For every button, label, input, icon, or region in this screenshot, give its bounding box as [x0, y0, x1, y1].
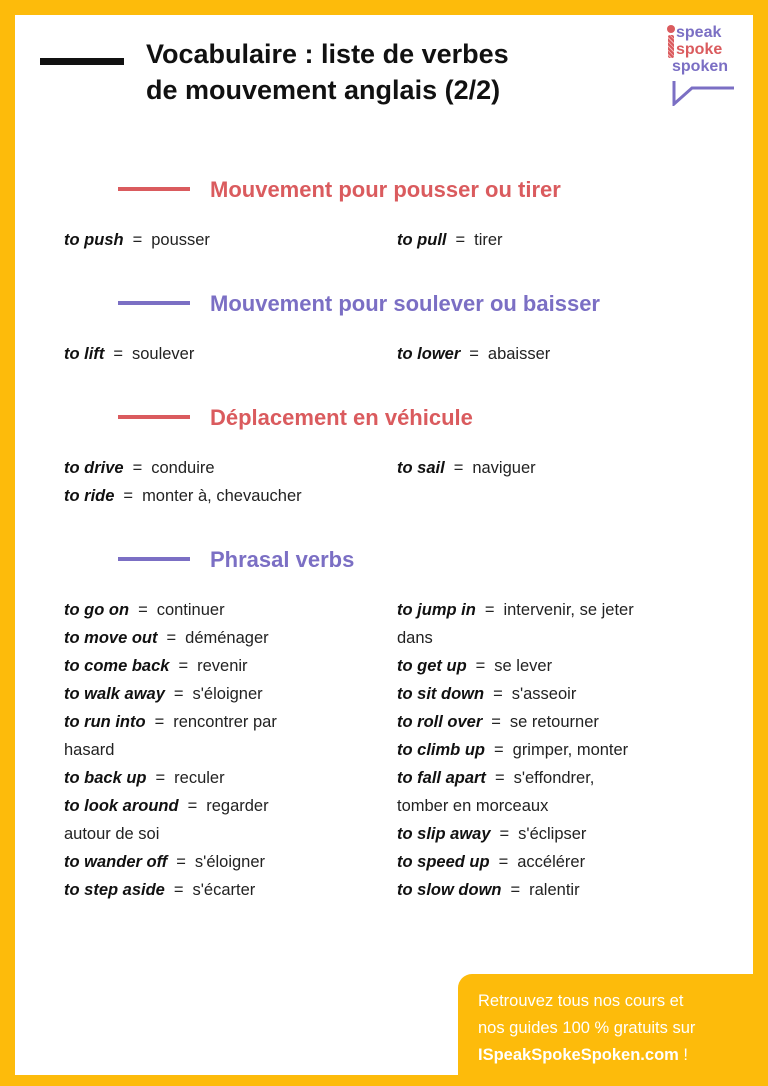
vocab-definition: s'éloigner — [194, 853, 266, 871]
vocab-term: to drive — [64, 459, 124, 477]
section-2-right-column — [397, 340, 550, 368]
vocab-entry — [397, 876, 697, 904]
vocab-definition-continued: autour de soi — [64, 825, 160, 843]
equals-sign: = — [123, 487, 134, 505]
promo-suffix: ! — [678, 1046, 688, 1064]
title-line-1: Vocabulaire : liste de verbes — [146, 39, 509, 69]
vocab-definition: soulever — [131, 345, 195, 363]
vocab-definition: se retourner — [509, 713, 599, 731]
vocab-term: to pull — [397, 231, 447, 249]
vocab-term: to climb up — [397, 741, 485, 759]
equals-sign: = — [138, 601, 148, 619]
vocab-term: to step aside — [64, 881, 165, 899]
equals-sign: = — [469, 345, 479, 363]
equals-sign: = — [113, 345, 123, 363]
vocab-definition-continued: hasard — [64, 741, 115, 759]
section-3-left-column — [64, 454, 302, 510]
equals-sign: = — [132, 231, 143, 249]
section-decoration-bar — [118, 187, 190, 191]
vocab-definition: s'éclipser — [518, 825, 587, 843]
equals-sign: = — [494, 741, 504, 759]
vocab-entry — [397, 454, 536, 482]
equals-sign: = — [494, 769, 505, 787]
vocab-term: to lower — [397, 345, 461, 363]
vocab-entry — [64, 848, 354, 876]
section-title: Mouvement pour pousser ou tirer — [210, 177, 561, 202]
vocab-definition: intervenir, se jeter — [503, 601, 634, 619]
equals-sign: = — [493, 685, 503, 703]
vocab-entry — [397, 820, 697, 848]
vocab-definition: s'éloigner — [192, 685, 263, 703]
vocab-definition: monter à, chevaucher — [142, 487, 302, 505]
vocab-definition: s'écarter — [192, 881, 256, 899]
equals-sign: = — [154, 713, 165, 731]
equals-sign: = — [166, 629, 177, 647]
vocab-term: to speed up — [397, 853, 490, 871]
vocab-definition-continued: tomber en morceaux — [397, 797, 549, 815]
vocab-entry — [397, 736, 697, 764]
section-heading-phrasal-verbs — [15, 545, 753, 575]
equals-sign: = — [510, 881, 521, 899]
equals-sign: = — [173, 881, 184, 899]
section-decoration-bar — [118, 557, 190, 561]
equals-sign: = — [498, 853, 509, 871]
vocab-entry — [64, 680, 354, 708]
logo-word-spoken: spoken — [672, 58, 729, 75]
vocab-term: to wander off — [64, 853, 168, 871]
vocab-definition: pousser — [151, 231, 210, 249]
vocab-definition: reculer — [174, 769, 225, 787]
section-1-right-column — [397, 226, 503, 254]
equals-sign: = — [475, 657, 486, 675]
vocab-definition: continuer — [156, 601, 225, 619]
promo-box — [458, 974, 768, 1086]
speech-bubble-tail-icon — [672, 80, 736, 106]
section-decoration-bar — [118, 301, 190, 305]
section-title: Mouvement pour soulever ou baisser — [210, 291, 600, 316]
vocab-term: to walk away — [64, 685, 165, 703]
vocab-entry — [397, 708, 697, 736]
equals-sign: = — [155, 769, 166, 787]
equals-sign: = — [132, 459, 143, 477]
vocab-term: to run into — [64, 713, 146, 731]
title-decoration-bar — [40, 58, 124, 65]
vocab-term: to sit down — [397, 685, 485, 703]
vocab-term: to go on — [64, 601, 130, 619]
vocab-definition: ralentir — [529, 881, 580, 899]
vocab-entry — [64, 652, 354, 680]
vocab-entry — [64, 708, 354, 764]
page-panel — [15, 15, 753, 1075]
vocab-term: to ride — [64, 487, 115, 505]
vocab-term: to get up — [397, 657, 467, 675]
section-3-right-column — [397, 454, 536, 482]
logo-i-bar-icon — [668, 35, 674, 58]
vocab-term: to fall apart — [397, 769, 486, 787]
section-title: Déplacement en véhicule — [210, 405, 473, 430]
vocab-term: to come back — [64, 657, 170, 675]
equals-sign: = — [491, 713, 501, 731]
equals-sign: = — [499, 825, 510, 843]
vocab-definition: regarder — [206, 797, 269, 815]
vocab-entry — [64, 340, 194, 368]
vocab-term: to lift — [64, 345, 105, 363]
vocab-definition: s'asseoir — [511, 685, 577, 703]
promo-line-2: nos guides 100 % gratuits sur — [478, 1019, 696, 1037]
equals-sign: = — [178, 657, 189, 675]
section-heading-lift-lower — [15, 289, 753, 319]
section-heading-vehicle — [15, 403, 753, 433]
section-2-left-column — [64, 340, 194, 368]
vocab-definition: se lever — [494, 657, 553, 675]
vocab-entry — [64, 624, 354, 652]
vocab-entry — [64, 226, 210, 254]
vocab-definition-continued: dans — [397, 629, 433, 647]
vocab-entry — [397, 340, 550, 368]
vocab-definition: accélérer — [517, 853, 586, 871]
equals-sign: = — [484, 601, 495, 619]
section-decoration-bar — [118, 415, 190, 419]
vocab-entry — [397, 680, 697, 708]
vocab-term: to slip away — [397, 825, 491, 843]
promo-line-3 — [478, 1042, 763, 1069]
website-link[interactable]: ISpeakSpokeSpoken.com — [478, 1046, 679, 1064]
section-1-left-column — [64, 226, 210, 254]
vocab-entry — [397, 848, 697, 876]
vocab-definition: rencontrer par — [173, 713, 277, 731]
section-title: Phrasal verbs — [210, 547, 355, 572]
equals-sign: = — [453, 459, 464, 477]
brand-logo[interactable] — [664, 22, 744, 112]
vocab-term: to roll over — [397, 713, 483, 731]
vocab-definition: tirer — [474, 231, 503, 249]
equals-sign: = — [173, 685, 184, 703]
vocab-entry — [64, 482, 302, 510]
logo-word-speak: speak — [676, 24, 722, 41]
vocab-definition: s'effondrer, — [513, 769, 595, 787]
vocab-entry — [64, 792, 354, 848]
vocab-entry — [397, 764, 697, 820]
vocab-definition: déménager — [185, 629, 269, 647]
vocab-term: to look around — [64, 797, 179, 815]
vocab-definition: abaisser — [487, 345, 551, 363]
promo-text — [478, 988, 763, 1069]
vocab-term: to slow down — [397, 881, 502, 899]
logo-word-spoke: spoke — [676, 41, 723, 58]
equals-sign: = — [455, 231, 466, 249]
vocab-entry — [64, 764, 354, 792]
vocab-entry — [397, 596, 697, 652]
section-heading-push-pull — [15, 175, 753, 205]
vocab-definition: naviguer — [472, 459, 536, 477]
vocab-term: to jump in — [397, 601, 476, 619]
vocab-entry — [64, 454, 302, 482]
equals-sign: = — [176, 853, 186, 871]
vocab-term: to sail — [397, 459, 445, 477]
promo-line-1: Retrouvez tous nos cours et — [478, 992, 684, 1010]
vocab-entry — [397, 226, 503, 254]
logo-i-dot-icon — [667, 25, 675, 33]
vocab-term: to move out — [64, 629, 158, 647]
vocab-definition: revenir — [197, 657, 248, 675]
equals-sign: = — [187, 797, 198, 815]
vocab-entry — [64, 596, 354, 624]
vocab-definition: grimper, monter — [512, 741, 629, 759]
vocab-entry — [64, 876, 354, 904]
vocab-term: to push — [64, 231, 124, 249]
vocab-term: to back up — [64, 769, 147, 787]
page-title — [146, 36, 616, 108]
section-4-left-column — [64, 596, 354, 904]
vocab-definition: conduire — [151, 459, 215, 477]
section-4-right-column — [397, 596, 697, 904]
title-line-2: de mouvement anglais (2/2) — [146, 75, 501, 105]
vocab-entry — [397, 652, 697, 680]
